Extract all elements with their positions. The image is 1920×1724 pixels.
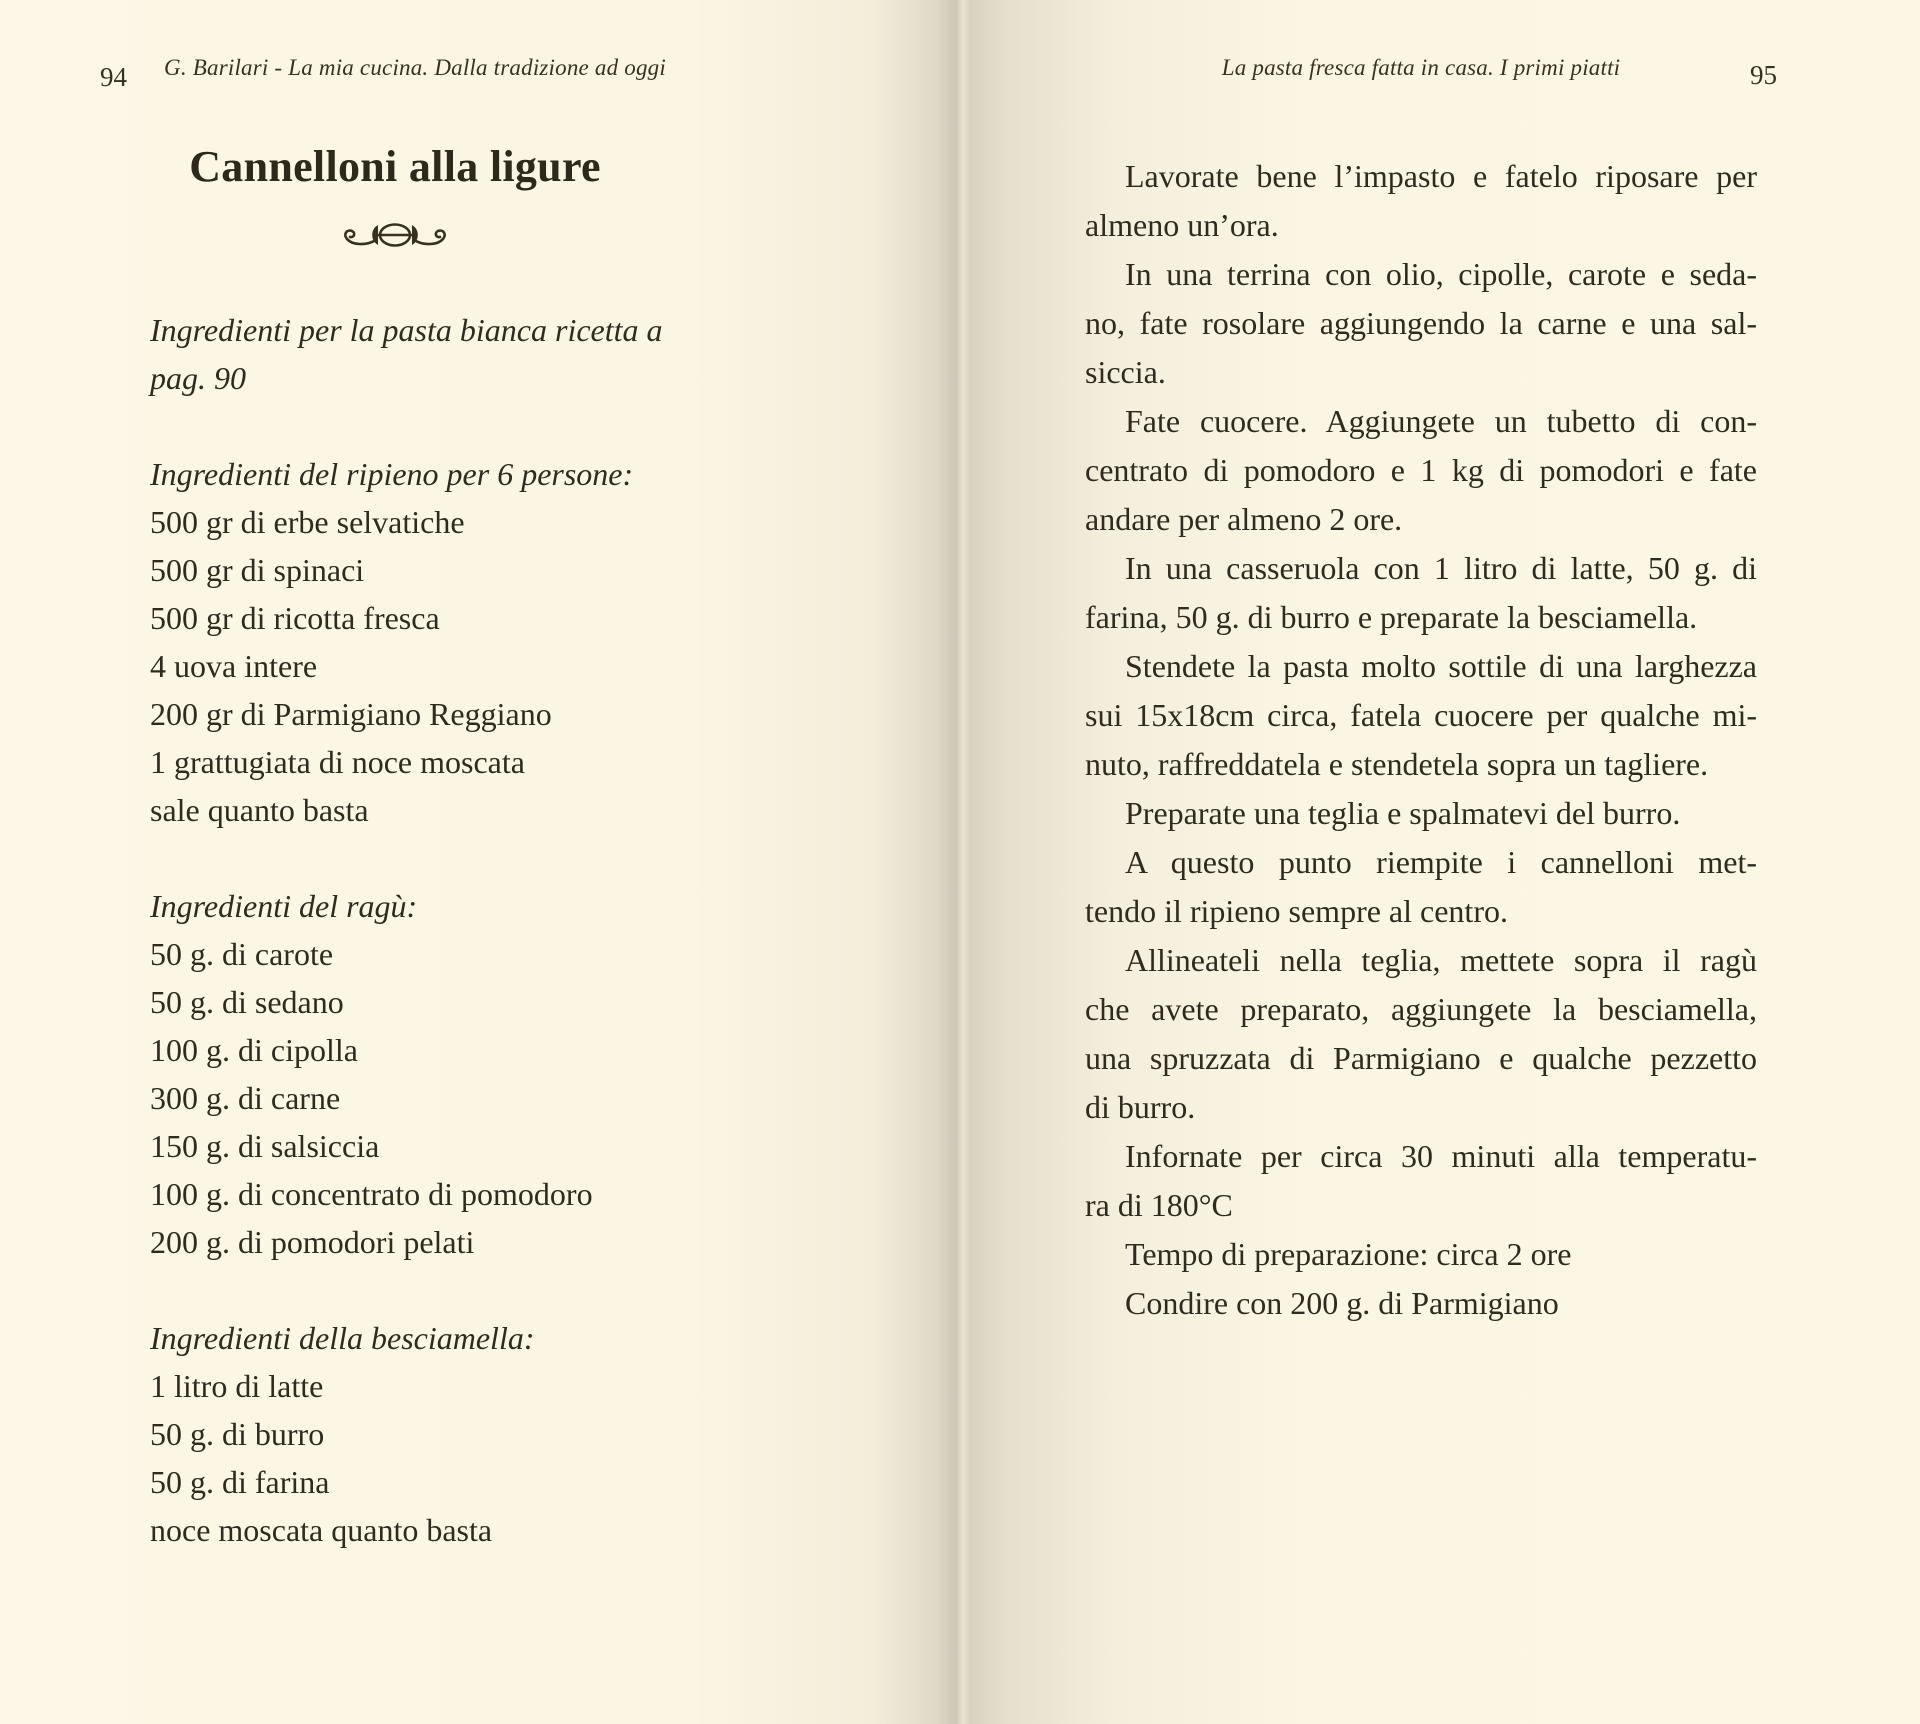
ingredient-line: 100 g. di cipolla <box>150 1032 358 1068</box>
body-line: almeno un’ora. <box>1085 207 1279 243</box>
left-page-content <box>150 306 710 1554</box>
body-line: Condire con 200 g. di Parmigiano <box>1125 1285 1559 1321</box>
ingredient-line: 50 g. di burro <box>150 1416 325 1452</box>
body-line: centrato di pomodoro e 1 kg di pomodori e fate <box>1085 452 1757 488</box>
scroll-divider-icon <box>115 218 675 257</box>
ingredient-line: 150 g. di salsiccia <box>150 1128 380 1164</box>
ingredient-line: noce moscata quanto basta <box>150 1512 493 1548</box>
section-heading: Ingredienti della besciamella: <box>150 1320 535 1356</box>
body-line: Allineateli nella teglia, mettete sopra il ragù <box>1125 942 1757 978</box>
body-line: Lavorate bene l’impasto e fatelo riposare per <box>1125 158 1757 194</box>
body-line: In una terrina con olio, cipolle, carote e seda- <box>1125 256 1757 292</box>
pasta-reference-note: Ingredienti per la pasta bianca ricetta a pag. 90 <box>150 312 663 396</box>
body-line: Infornate per circa 30 minuti alla temperatu- <box>1125 1138 1757 1174</box>
ingredient-line: 50 g. di sedano <box>150 984 344 1020</box>
body-line: farina, 50 g. di burro e preparate la besciamella. <box>1085 599 1698 635</box>
body-line: Tempo di preparazione: circa 2 ore <box>1125 1236 1572 1272</box>
ingredient-line: 500 gr di erbe selvatiche <box>150 504 465 540</box>
ingredient-line: 50 g. di farina <box>150 1464 330 1500</box>
ingredients-sections <box>150 450 710 1554</box>
ingredient-line: 500 gr di spinaci <box>150 552 365 588</box>
body-line: andare per almeno 2 ore. <box>1085 501 1403 537</box>
body-line: In una casseruola con 1 litro di latte, 50 g. di <box>1125 550 1757 586</box>
ingredient-line: 200 g. di pomodori pelati <box>150 1224 475 1260</box>
recipe-title: Cannelloni alla ligure <box>189 142 601 191</box>
body-line: tendo il ripieno sempre al centro. <box>1085 893 1508 929</box>
right-page-number: 95 <box>1750 60 1777 90</box>
section-heading: Ingredienti del ripieno per 6 persone: <box>150 456 634 492</box>
body-line: una spruzzata di Parmigiano e qualche pezzetto <box>1085 1040 1757 1076</box>
right-running-header: La pasta fresca fatta in casa. I primi piatti <box>1221 55 1621 80</box>
section-heading: Ingredienti del ragù: <box>150 888 418 924</box>
body-line: Preparate una teglia e spalmatevi del burro. <box>1125 795 1681 831</box>
body-line: no, fate rosolare aggiungendo la carne e una sal- <box>1085 305 1757 341</box>
body-line: Stendete la pasta molto sottile di una larghezza <box>1125 648 1757 684</box>
ingredient-line: 300 g. di carne <box>150 1080 341 1116</box>
ingredient-line: 1 litro di latte <box>150 1368 324 1404</box>
left-running-header: G. Barilari - La mia cucina. Dalla tradizione ad oggi <box>164 55 666 80</box>
body-line: ra di 180°C <box>1085 1187 1233 1223</box>
body-line: Fate cuocere. Aggiungete un tubetto di con- <box>1125 403 1757 439</box>
page-right <box>960 0 1920 1724</box>
body-line: sui 15x18cm circa, fatela cuocere per qualche mi- <box>1085 697 1757 733</box>
body-line: di burro. <box>1085 1089 1196 1125</box>
ingredient-line: 50 g. di carote <box>150 936 334 972</box>
body-line: A questo punto riempite i cannelloni met- <box>1125 844 1757 880</box>
ingredient-line: 200 gr di Parmigiano Reggiano <box>150 696 552 732</box>
ingredient-line: 4 uova intere <box>150 648 318 684</box>
body-line: nuto, raffreddatela e stendetela sopra un tagliere. <box>1085 746 1709 782</box>
body-line: che avete preparato, aggiungete la besciamella, <box>1085 991 1757 1027</box>
ingredient-line: sale quanto basta <box>150 792 369 828</box>
ingredient-line: 100 g. di concentrato di pomodoro <box>150 1176 593 1212</box>
ingredient-line: 500 gr di ricotta fresca <box>150 600 440 636</box>
body-line: siccia. <box>1085 354 1166 390</box>
recipe-instructions <box>1085 152 1757 1328</box>
left-page-number: 94 <box>100 62 127 92</box>
ingredient-line: 1 grattugiata di noce moscata <box>150 744 525 780</box>
